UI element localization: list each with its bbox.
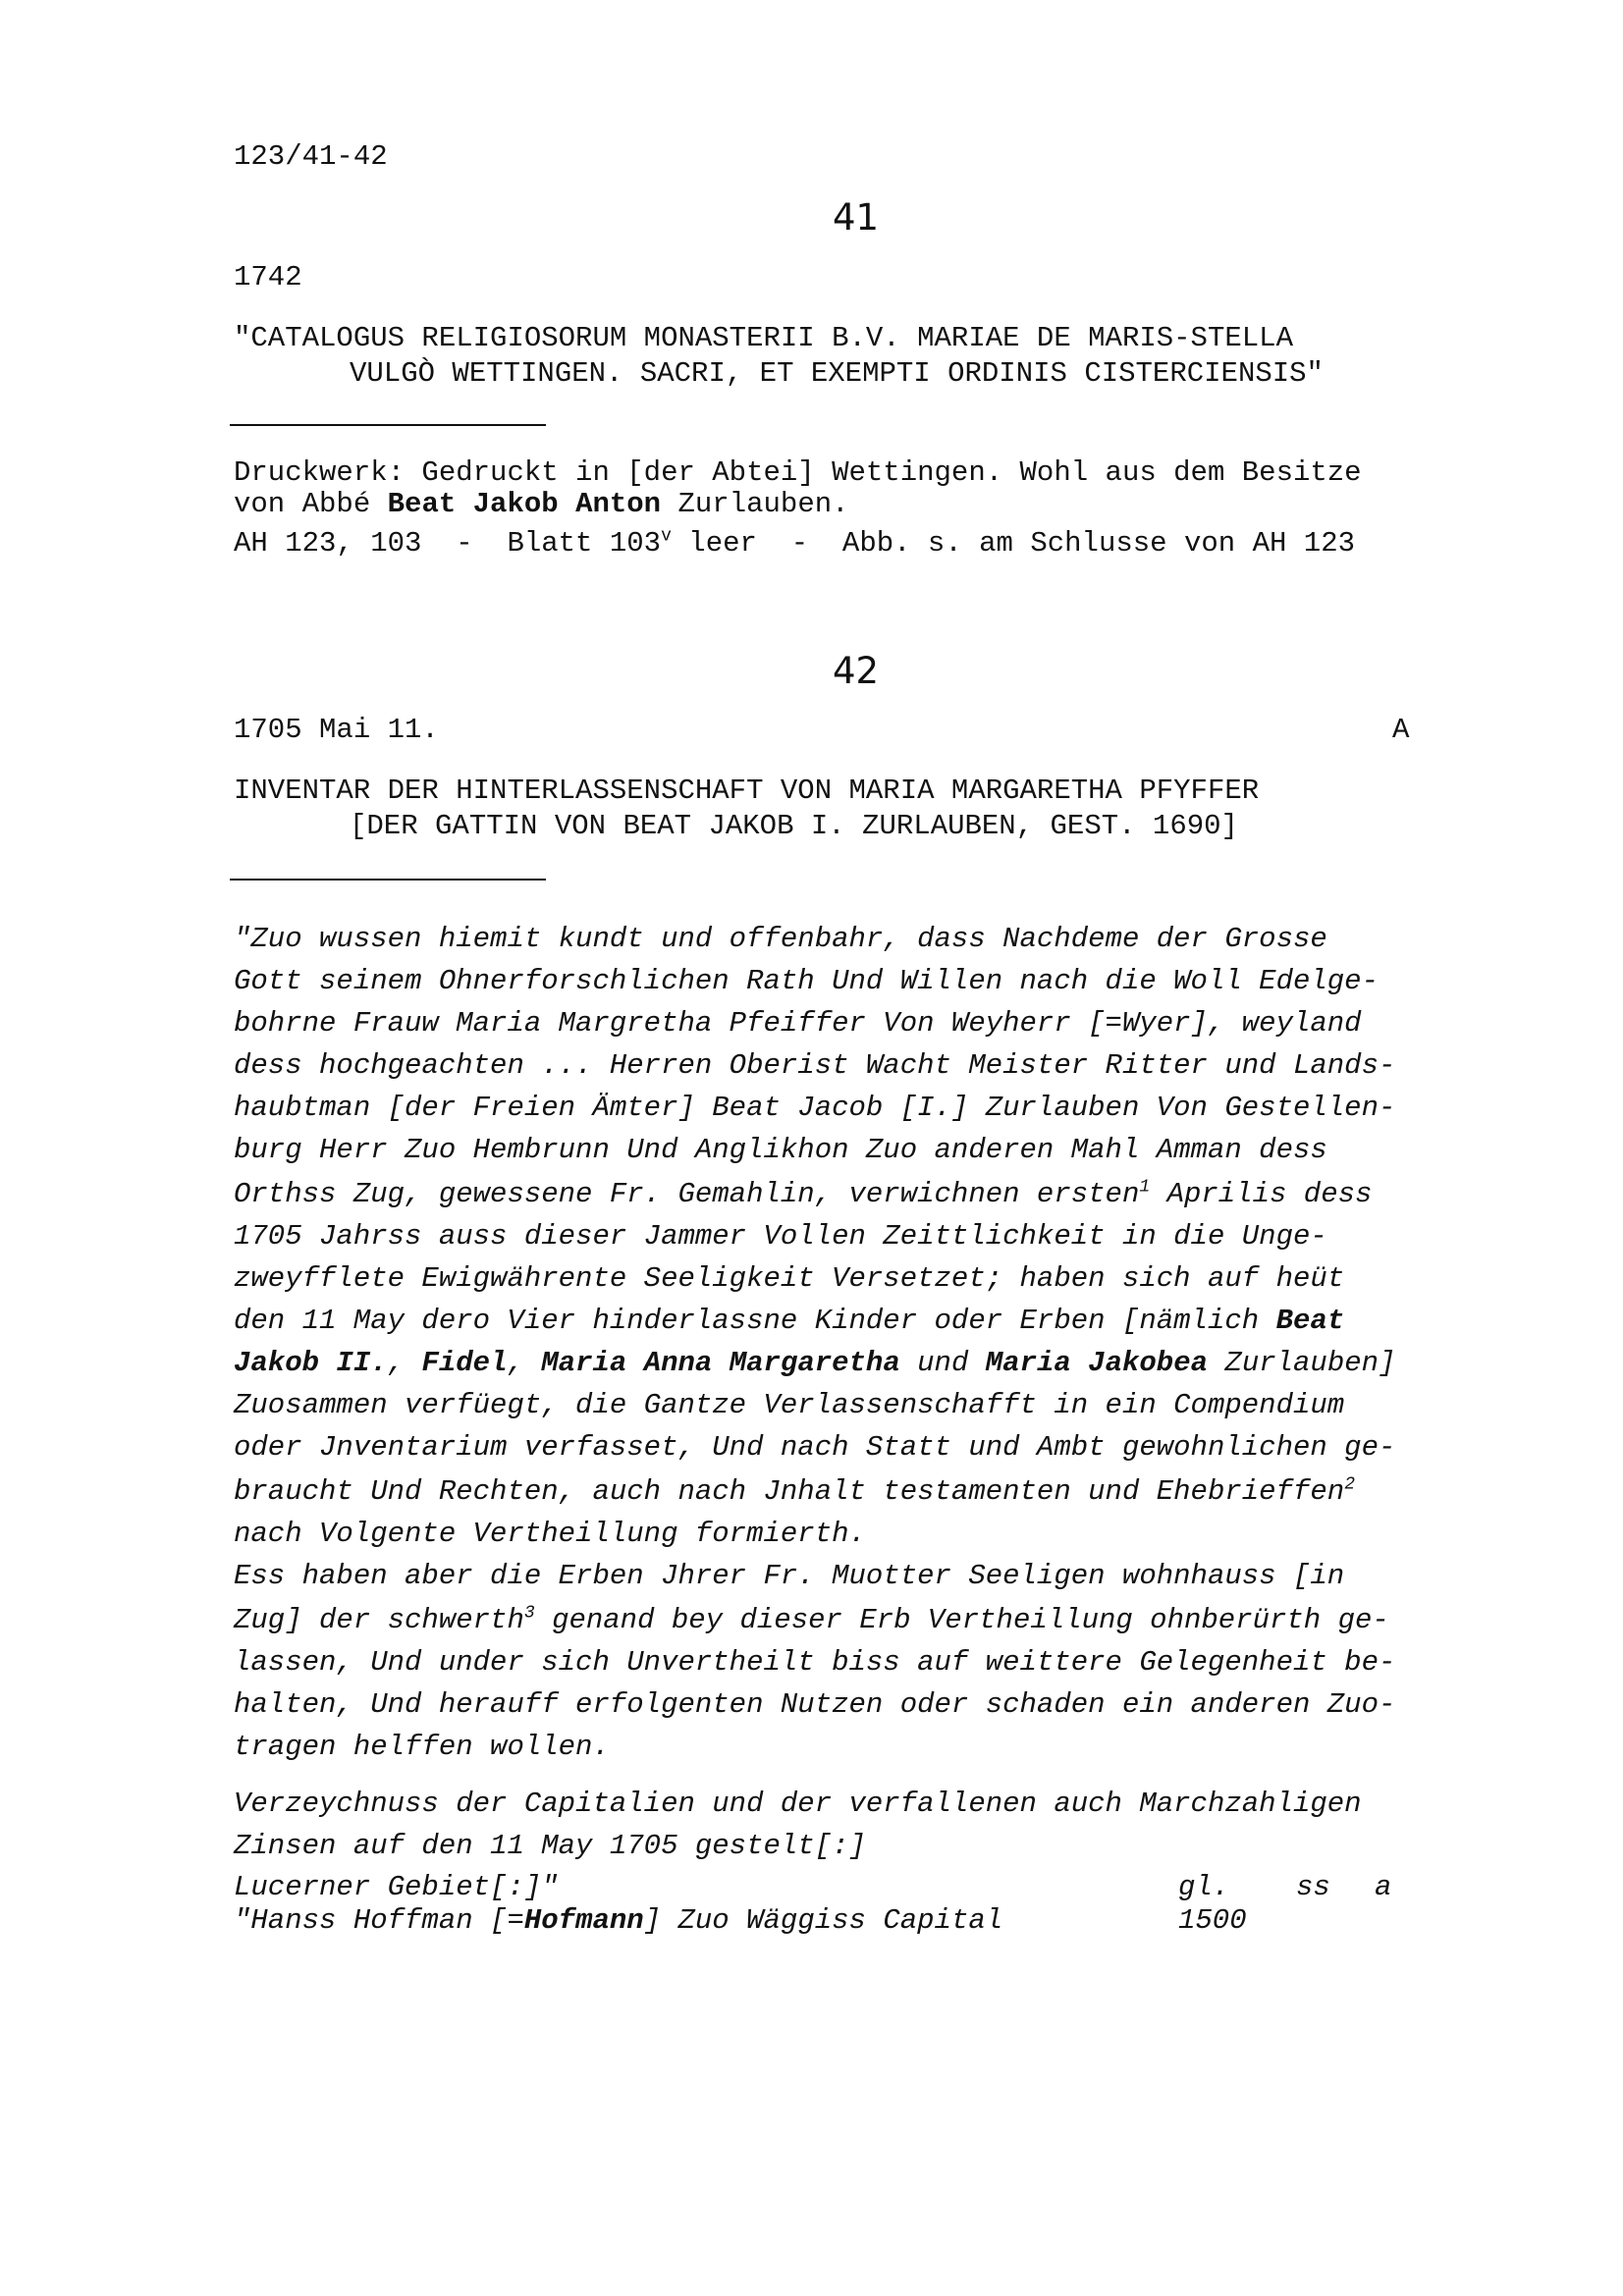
body-line [234, 1604, 1389, 1636]
body-text: Zug] der schwerth [234, 1604, 524, 1636]
body-text: ] Zuo Wäggiss Capital [643, 1904, 1003, 1937]
body-line: Ess haben aber die Erben Jhrer Fr. Muotter Seeligen wohnhauss [in [234, 1560, 1345, 1592]
body-line [234, 1347, 1395, 1379]
body-text: Orthss Zug, gewessene Fr. Gemahlin, verwichnen ersten [234, 1178, 1140, 1210]
body-line: "Zuo wussen hiemit kundt und offenbahr, dass Nachdeme der Grosse [234, 923, 1327, 955]
body-text: , [507, 1347, 542, 1379]
body-line: Gott seinem Ohnerforschlichen Rath Und Willen nach die Woll Edelge- [234, 965, 1379, 997]
title-underline-42 [230, 879, 546, 881]
body-line [234, 1475, 1355, 1508]
document-title-42-line1: INVENTAR DER HINTERLASSENSCHAFT VON MARIA MARGARETHA PFYFFER [234, 774, 1260, 807]
person-name: Hofmann [523, 1904, 644, 1937]
body-text: braucht Und Rechten, auch nach Jnhalt testamenten und Ehebrieffen [234, 1475, 1345, 1508]
person-name: Maria Jakobea [985, 1347, 1209, 1379]
note-41-text-end: Zurlauben. [661, 488, 849, 520]
document-date-42: 1705 Mai 11. [234, 714, 439, 746]
document-date-41: 1742 [234, 261, 302, 294]
note-41-name: Beat Jakob Anton [387, 488, 662, 520]
body-text: "Hanss Hoffman [= [234, 1904, 524, 1937]
footnote-marker: 3 [523, 1603, 535, 1624]
body-line: dess hochgeachten ... Herren Oberist Wacht Meister Ritter und Lands- [234, 1049, 1396, 1082]
document-title-41-line1: "CATALOGUS RELIGIOSORUM MONASTERII B.V. MARIAE DE MARIS-STELLA [234, 322, 1293, 354]
note-41-line3 [234, 527, 1355, 560]
body-line: zweyfflete Ewigwährente Seeligkeit Versetzet; haben sich auf heüt [234, 1262, 1345, 1295]
column-header-ss: ss [1296, 1871, 1330, 1903]
note-41-sup: v [661, 526, 672, 547]
footnote-marker: 2 [1344, 1474, 1355, 1495]
column-header-gl: gl. [1178, 1871, 1230, 1903]
table-row [234, 1904, 1002, 1937]
body-line: halten, Und herauff erfolgenten Nutzen oder schaden ein anderen Zuo- [234, 1688, 1396, 1721]
body-line: oder Jnventarium verfasset, Und nach Statt und Ambt gewohnlichen ge- [234, 1431, 1396, 1464]
body-text: genand bey dieser Erb Vertheillung ohnberürth ge- [534, 1604, 1389, 1636]
body-line: 1705 Jahrss auss dieser Jammer Vollen Zeittlichkeit in die Unge- [234, 1220, 1327, 1253]
archive-reference: 123/41-42 [234, 140, 388, 173]
person-name: Beat [1275, 1305, 1345, 1337]
body-text: Zurlauben] [1208, 1347, 1396, 1379]
body-line: Verzeychnuss der Capitalien und der verfallenen auch Marchzahligen [234, 1788, 1362, 1820]
body-text: Aprilis dess [1150, 1178, 1373, 1210]
document-number-42: 42 [833, 650, 880, 692]
note-41-text: von Abbé [234, 488, 388, 520]
body-line: burg Herr Zuo Hembrunn Und Anglikhon Zuo anderen Mahl Amman dess [234, 1134, 1327, 1166]
person-name: Jakob II. [234, 1347, 388, 1379]
note-41-line1: Druckwerk: Gedruckt in [der Abtei] Wettingen. Wohl aus dem Besitze [234, 456, 1362, 489]
note-41-line2 [234, 488, 849, 520]
person-name: Maria Anna Margaretha [541, 1347, 900, 1379]
body-line [234, 1305, 1344, 1337]
document-title-41-line2: VULGÒ WETTINGEN. SACRI, ET EXEMPTI ORDINIS CISTERCIENSIS" [350, 357, 1324, 390]
body-line: tragen helffen wollen. [234, 1731, 610, 1763]
body-line: lassen, Und under sich Unvertheilt biss auf weittere Gelegenheit be- [234, 1646, 1396, 1679]
body-text: , [387, 1347, 422, 1379]
body-text: und [899, 1347, 986, 1379]
document-title-42-line2: [DER GATTIN VON BEAT JAKOB I. ZURLAUBEN, GEST. 1690] [350, 810, 1238, 842]
body-text: den 11 May dero Vier hinderlassne Kinder oder Erben [nämlich [234, 1305, 1276, 1337]
footnote-marker: 1 [1139, 1177, 1151, 1198]
body-line: nach Volgente Vertheillung formierth. [234, 1518, 866, 1550]
body-line: Zuosammen verfüegt, die Gantze Verlassenschafft in ein Compendium [234, 1389, 1345, 1421]
body-line: Zinsen auf den 11 May 1705 gestelt[:] [234, 1830, 866, 1862]
body-line [234, 1178, 1372, 1210]
table-section-label: Lucerner Gebiet[:]" [234, 1871, 559, 1903]
document-number-41: 41 [833, 196, 880, 239]
body-line: bohrne Frauw Maria Margretha Pfeiffer Von Weyherr [=Wyer], weyland [234, 1007, 1362, 1040]
body-line: haubtman [der Freien Ämter] Beat Jacob [I.] Zurlauben Von Gestellen- [234, 1092, 1396, 1124]
document-mark-42: A [1392, 714, 1410, 746]
note-41-ref: AH 123, 103 - Blatt 103 [234, 527, 662, 560]
title-underline-41 [230, 424, 546, 426]
capital-amount: 1500 [1178, 1904, 1247, 1937]
column-header-a: a [1375, 1871, 1392, 1903]
note-41-ref-end: leer - Abb. s. am Schlusse von AH 123 [671, 527, 1356, 560]
person-name: Fidel [421, 1347, 508, 1379]
